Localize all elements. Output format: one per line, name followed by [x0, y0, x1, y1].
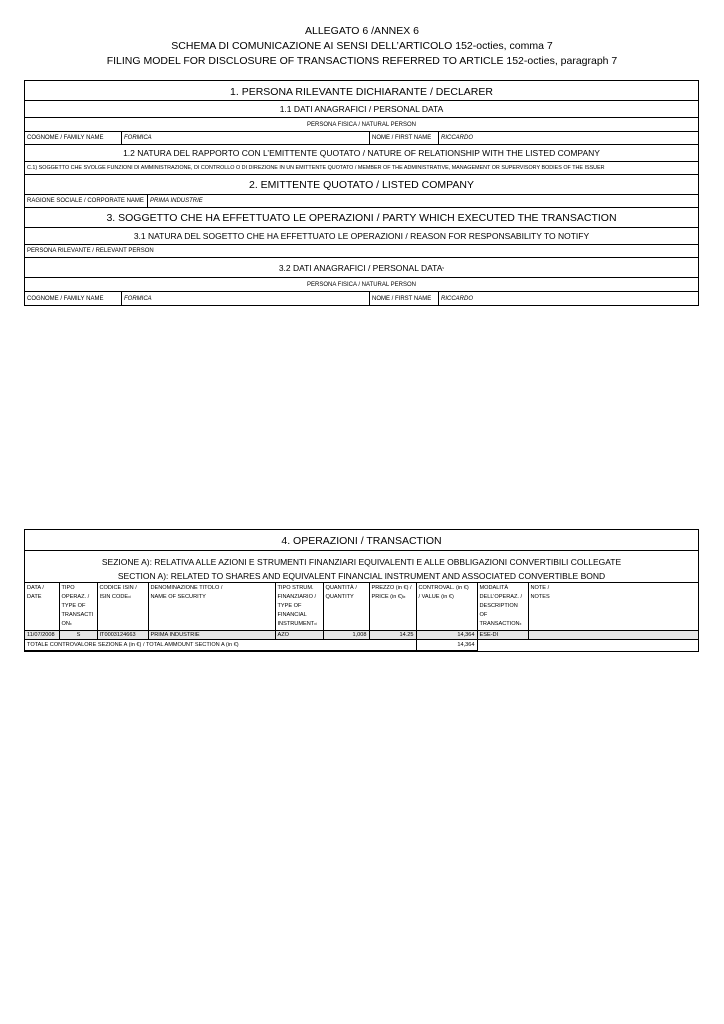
col-mode-header: MODALITÀ DELL’OPERAZ. / DESCRIPTION OF TRANSACTION$^x$: [477, 583, 528, 631]
col-notes-header: NOTE / NOTES: [530, 585, 550, 600]
col-value-header: CONTROVAL. (in €) / VALUE (in €): [416, 583, 477, 631]
name-row: [25, 132, 698, 145]
personal-data-heading-2-text: 3.2 DATI ANAGRAFICI / PERSONAL DATA: [278, 263, 443, 273]
first-name-value-2: RICCARDO: [441, 295, 474, 302]
section3-title: 3. SOGGETTO CHE HA EFFETTUATO LE OPERAZIONI / PARTY WHICH EXECUTED THE TRANSACTION: [25, 208, 698, 228]
row-price: 14.25: [369, 631, 416, 640]
natural-person-label-2: PERSONA FISICA / NATURAL PERSON: [25, 278, 698, 292]
total-value: 14,364: [416, 640, 477, 651]
corporate-name-value: PRIMA INDUSTRIE: [150, 198, 203, 204]
row-isin: IT0003124663: [97, 631, 148, 640]
col-date-header: DATA / DATE: [25, 583, 59, 631]
section1-title: 1. PERSONA RILEVANTE DICHIARANTE / DECLARER: [25, 81, 698, 101]
table-header-row: [25, 583, 698, 631]
family-name-value-2: FORMICA: [122, 292, 370, 305]
row-date: 11/07/2008: [25, 631, 59, 640]
natural-person-label: PERSONA FISICA / NATURAL PERSON: [25, 118, 698, 132]
first-name-value: RICCARDO: [441, 135, 474, 141]
transaction-table: [25, 583, 698, 651]
row-instrument: AZO: [275, 631, 323, 640]
personal-data-heading-2: [25, 258, 698, 278]
transaction-form: [24, 529, 699, 652]
family-name-label: COGNOME / FAMILY NAME: [25, 132, 122, 144]
col-instrument-header: TIPO STRUM. FINANZIARIO / TYPE OF FINANCIAL INSTRUMENT$^{xi}$: [275, 583, 323, 631]
first-name-label: NOME / FIRST NAME: [370, 132, 439, 144]
table-row: [25, 631, 698, 640]
col-price-header: PREZZO (in €) / PRICE (in €)$^{ix}$: [369, 583, 416, 631]
relationship-value: C.1) SOGGETTO CHE SVOLGE FUNZIONI DI AMMINISTRAZIONE, DI CONTROLLO O DI DIREZIONE IN UN EMITTENTE QUOTATO / MEMBER OF THE ADMINISTRATIVE, MANAGEMENT OR SUPERVISORY BODIES OF THE ISSUER: [25, 162, 698, 175]
section-a-heading: [25, 551, 698, 583]
personal-data-heading: 1.1 DATI ANAGRAFICI / PERSONAL DATA: [25, 101, 698, 118]
corporate-name-row: [25, 195, 698, 208]
annex-title: ALLEGATO 6 /ANNEX 6: [305, 25, 419, 37]
first-name-label-2: NOME / FIRST NAME: [370, 292, 439, 305]
declarer-form: [24, 80, 699, 306]
section-a-heading-en: SECTION A): RELATED TO SHARES AND EQUIVALENT FINANCIAL INSTRUMENT AND ASSOCIATED CONVERTIBLE BOND: [117, 571, 606, 581]
relevant-person-value: PERSONA RILEVANTE / RELEVANT PERSON: [25, 245, 698, 258]
row-security: PRIMA INDUSTRIE: [148, 631, 275, 640]
family-name-value: FORMICA: [122, 132, 370, 144]
schema-title: SCHEMA DI COMUNICAZIONE AI SENSI DELL’ARTICOLO 152-octies, comma 7: [171, 40, 553, 52]
section4-title: 4. OPERAZIONI / TRANSACTION: [25, 530, 698, 551]
name-row-2: [25, 292, 698, 305]
total-label: TOTALE CONTROVALORE SEZIONE A (in €) / TOTAL AMMOUNT SECTION A (in €): [25, 640, 416, 651]
filing-model-title: FILING MODEL FOR DISCLOSURE OF TRANSACTIONS REFERRED TO ARTICLE 152-octies, paragraph 7: [106, 55, 618, 67]
row-value: 14,364: [416, 631, 477, 640]
row-notes: [528, 631, 698, 640]
row-mode: ESE-DI: [477, 631, 528, 640]
row-quantity: 1,008: [323, 631, 369, 640]
col-type-header: TIPO OPERAZ. / TYPE OF TRANSACTI $ON^x$: [59, 583, 97, 631]
relationship-heading: 1.2 NATURA DEL RAPPORTO CON L’EMITTENTE QUOTATO / NATURE OF RELATIONSHIP WITH THE LISTED COMPANY: [25, 145, 698, 162]
total-empty: [477, 640, 698, 651]
col-quantity-header: QUANTITÀ / QUANTITY: [323, 583, 369, 631]
total-row: [25, 640, 698, 651]
section-a-heading-it: SEZIONE A): RELATIVA ALLE AZIONI E STRUMENTI FINANZIARI EQUIVALENTI E ALLE OBBLIGAZIONI CONVERTIBILI COLLEGATE: [101, 557, 622, 567]
family-name-label-2: COGNOME / FAMILY NAME: [25, 292, 122, 305]
col-isin-header: CODICE ISIN / ISIN CODE$^{xi}$: [97, 583, 148, 631]
section2-title: 2. EMITTENTE QUOTATO / LISTED COMPANY: [25, 175, 698, 195]
row-type: S: [59, 631, 97, 640]
corporate-name-label: RAGIONE SOCIALE / CORPORATE NAME: [25, 195, 148, 207]
footnote-marker: v: [442, 266, 445, 270]
reason-heading: 3.1 NATURA DEL SOGETTO CHE HA EFFETTUATO LE OPERAZIONI / REASON FOR RESPONSABILITY TO NOTIFY: [25, 228, 698, 245]
col-security-header: DENOMINAZIONE TITOLO / NAME OF SECURITY: [148, 583, 275, 631]
